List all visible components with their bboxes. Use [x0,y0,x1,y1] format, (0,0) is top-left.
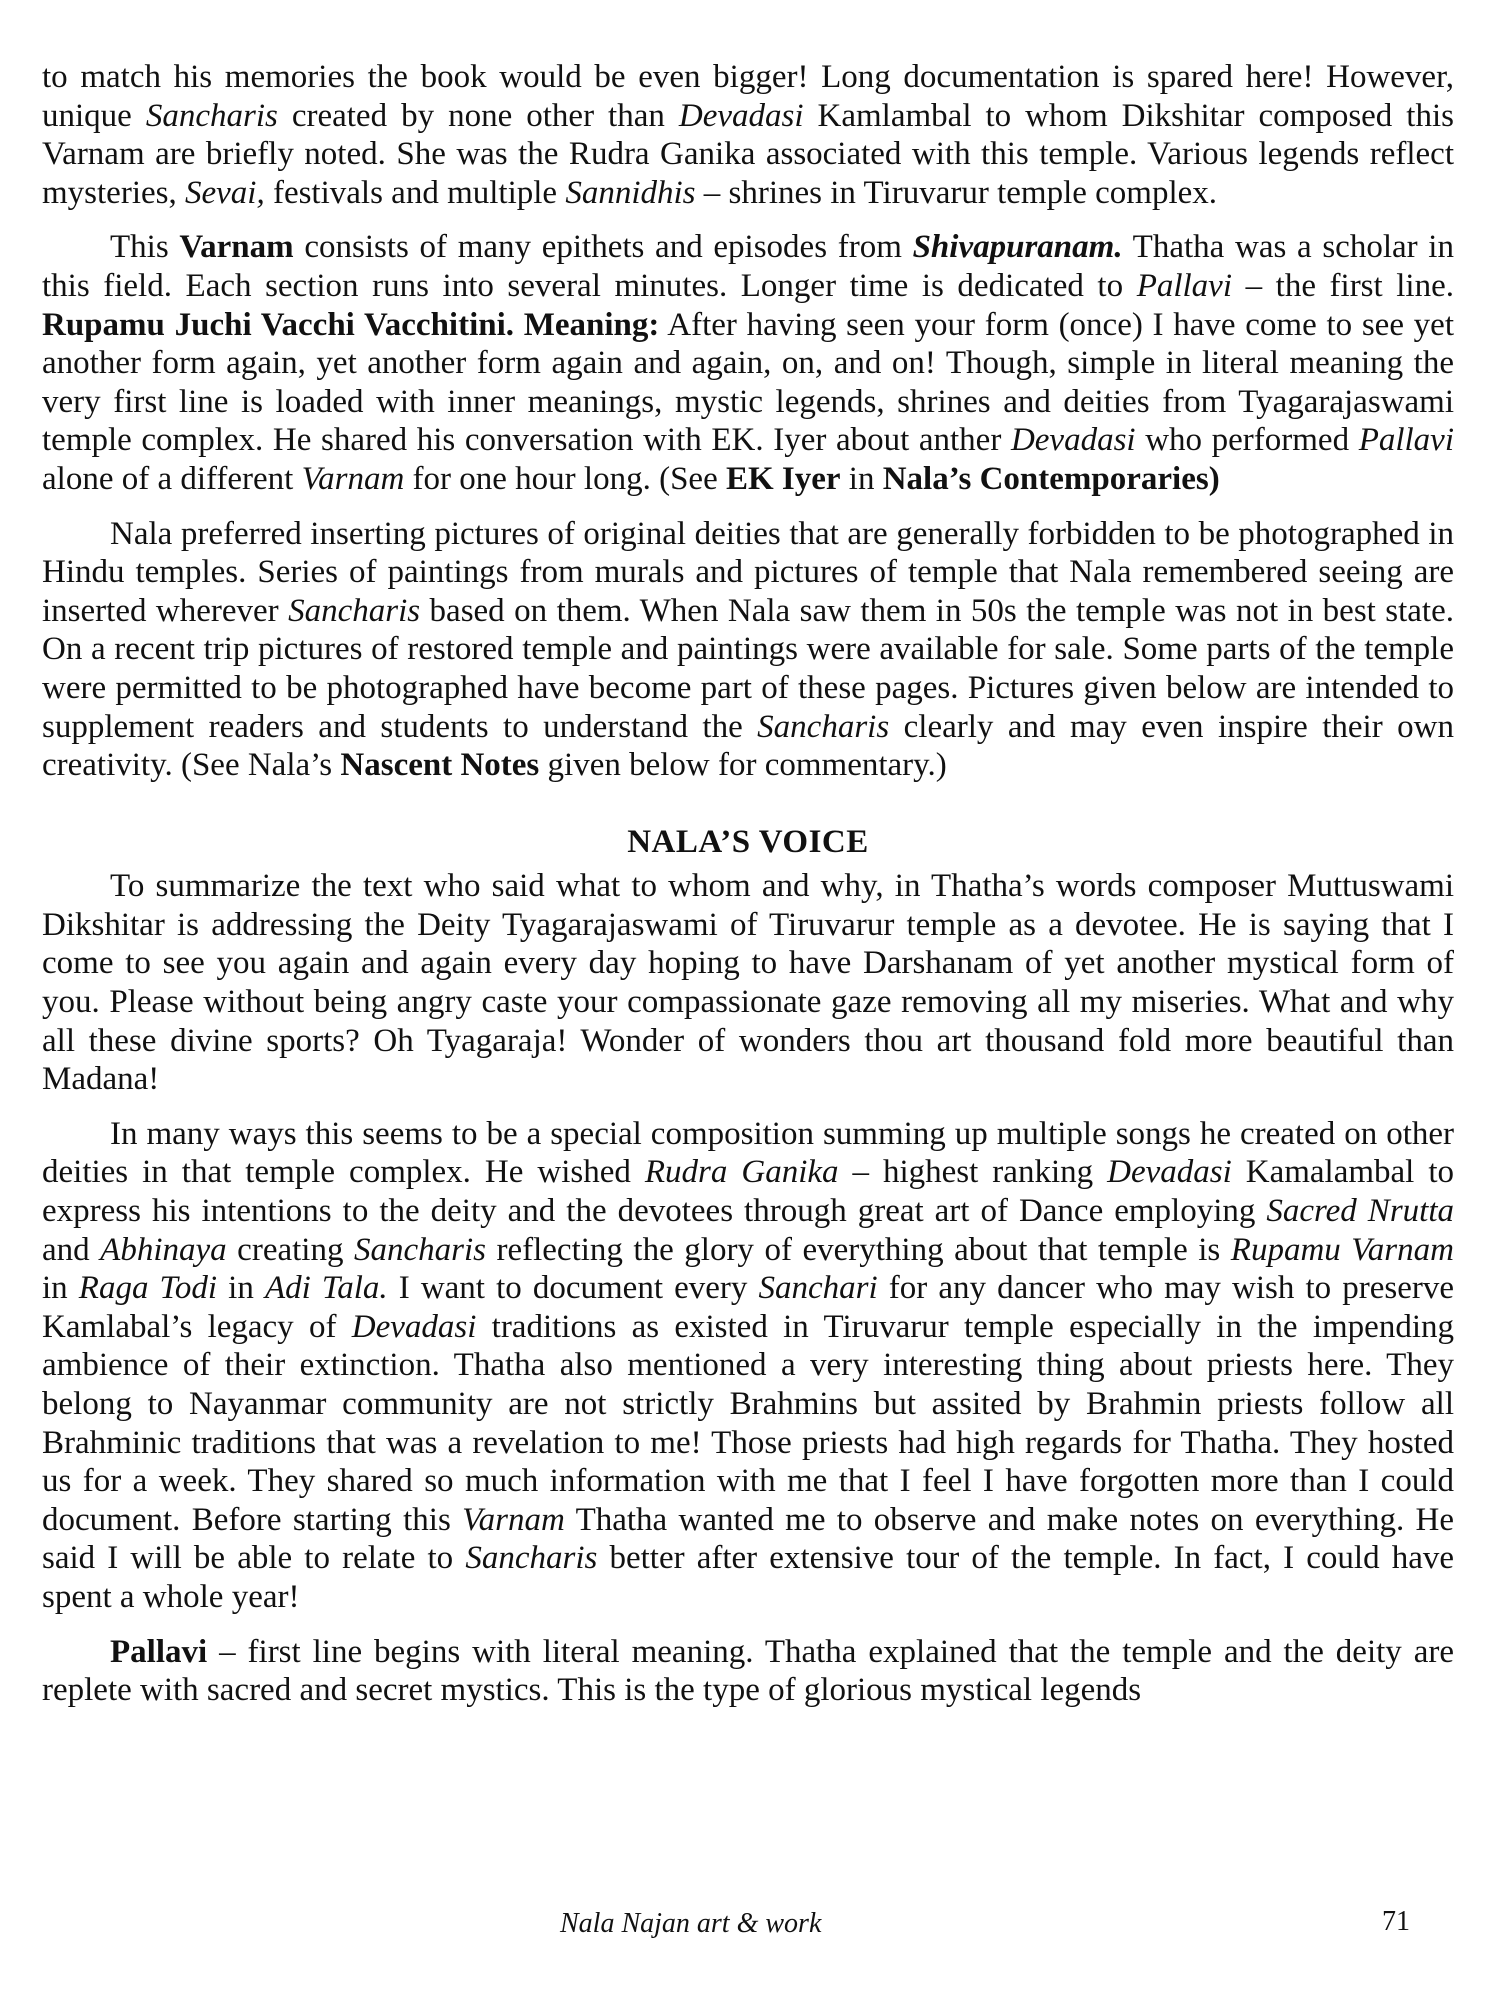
bold-italic-run: Shivapuranam. [912,229,1123,266]
text-run: to match his memories the book would be even bigger! Long documentation is spared here! However, unique [42,59,1454,134]
text-run: in [217,1270,265,1307]
text-run: clearly and may even inspire their own creativity. (See Nala’s [42,708,1454,784]
text-run: – highest ranking [838,1154,1108,1191]
italic-run: Devadasi [1010,422,1136,459]
text-run: – first line begins with literal meaning. Thatha explained that the temple and the deity are replete with sacred and secret mystics. This is the type of glorious mystical legends [42,1633,1454,1709]
text-run: Thatha was a scholar in this field. Each section runs into several minutes. Longer time is dedicated to [42,229,1454,304]
italic-run: Sancharis [757,708,890,745]
italic-run: Varnam [301,460,405,497]
body-text [42,58,1454,1726]
bold-run: Nascent Notes [340,747,540,784]
text-run: Kamalambal to express his intentions to the deity and the devotees through great art of Dance employing [42,1154,1454,1230]
italic-run: Devadasi [678,97,804,134]
italic-run: Rudra Ganika [644,1154,839,1191]
text-run: – shrines in Tiruvarur temple complex. [695,174,1218,211]
text-run: for one hour long. (See [404,460,726,497]
text-run: To summarize the text who said what to whom and why, in Thatha’s words composer Muttuswami Dikshitar is addressing the Deity Tyagarajaswami of Tiruvarur temple as a devotee. He is saying that I come to see you again and again every day hoping to have Darshanam of yet another mystical form of you. Please without being angry caste your compassionate gaze removing all my miseries. What and why all these divine sports? Oh Tyagaraja! Wonder of wonders thou art thousand fold more beautiful than Madana! [42,868,1454,1098]
italic-run: Adi Tala. [264,1270,388,1307]
text-run: based on them. When Nala saw them in 50s the temple was not in best state. On a recent trip pictures of restored temple and paintings were available for sale. Some parts of the temple were permitted to be photographed have become part of these pages. Pictures given below are intended to supplement readers and students to understand the [42,592,1454,745]
italic-run: Rupamu Varnam [1230,1231,1454,1268]
italic-run: Devadasi [351,1308,477,1345]
italic-run: Sancharis [288,592,421,629]
paragraph-3 [42,515,1454,785]
text-run: In many ways this seems to be a special composition summing up multiple songs he created on other deities in that temple complex. He wished [42,1115,1454,1191]
italic-run: Devadasi [1107,1154,1232,1191]
text-run: I want to document every [387,1270,759,1307]
text-run: This [110,229,180,266]
italic-run: Abhinaya [100,1231,227,1268]
italic-run: Sancharis [353,1231,486,1268]
italic-run: Sanchari [758,1270,878,1307]
italic-run: Raga Todi [78,1270,218,1307]
footer-book-title: Nala Najan art & work [560,1908,822,1939]
text-run: Kamlambal to whom Dikshitar composed this Varnam are briefly noted. She was the Rudra Ganika associated with this temple. Various legends reflect mysteries, [42,97,1454,211]
italic-run: Pallavi [1358,422,1454,459]
section-heading: NALA’S VOICE [627,823,869,860]
text-run: in [42,1270,79,1307]
text-run: alone of a different [42,460,302,497]
paragraph-6 [42,1633,1454,1710]
text-run: for any dancer who may wish to preserve Kamlabal’s legacy of [42,1270,1455,1345]
bold-run: Rupamu Juchi Vacchi Vacchitini. Meaning: [42,306,660,343]
paragraph-1 [42,58,1454,212]
paragraph-5 [42,1115,1454,1617]
italic-run: Sevai, [184,174,265,211]
italic-run: Sancharis [145,97,278,134]
text-run: in [840,460,883,497]
italic-run: Varnam [462,1501,565,1538]
text-run: better after extensive tour of the temple. In fact, I could have spent a whole year! [42,1540,1454,1615]
text-run: who performed [1135,422,1359,459]
text-run: – the first line. [1232,267,1454,304]
text-run: created by none other than [277,97,679,134]
italic-run: Pallavi [1136,267,1232,304]
bold-run: Varnam [179,229,294,266]
text-run: and [42,1231,101,1268]
bold-run: EK Iyer [725,460,841,497]
text-run: Thatha wanted me to observe and make notes on everything. He said I will be able to relate to [42,1501,1455,1577]
text-run: Nala preferred inserting pictures of original deities that are generally forbidden to be photographed in Hindu temples. Series of paintings from murals and pictures of temple that Nala remembered seeing are inserted wherever [42,515,1454,629]
text-run: consists of many epithets and episodes from [293,229,913,266]
italic-run: Sacred Nrutta [1266,1193,1454,1230]
text-run: festivals and multiple [264,174,566,211]
italic-run: Sancharis [465,1540,598,1577]
text-run: reflecting the glory of everything about that temple is [485,1231,1231,1268]
bold-run: Pallavi [110,1633,208,1670]
italic-run: Sannidhis [565,174,696,211]
paragraph-4 [42,867,1454,1099]
paragraph-2 [42,228,1454,498]
text-run: traditions as existed in Tiruvarur temple especially in the impending ambience of their extinction. Thatha also mentioned a very interesting thing about priests here. They belong to Nayanmar community are not strictly Brahmins but assited by Brahmin priests follow all Brahminic traditions that was a revelation to me! Those priests had high regards for Thatha. They hosted us for a week. They shared so much information with me that I feel I have forgotten more than I could document. Before starting this [42,1308,1455,1538]
page-number: 71 [1382,1906,1410,1937]
text-run: After having seen your form (once) I have come to see yet another form again, yet another form again and again, on, and on! Though, simple in literal meaning the very first line is loaded with inner meanings, mystic legends, shrines and deities from Tyagarajaswami temple complex. He shared his conversation with EK. Iyer about anther [42,306,1454,459]
text-run: given below for commentary.) [539,747,947,784]
bold-run: Nala’s Contemporaries) [882,460,1220,497]
text-run: creating [226,1231,354,1268]
